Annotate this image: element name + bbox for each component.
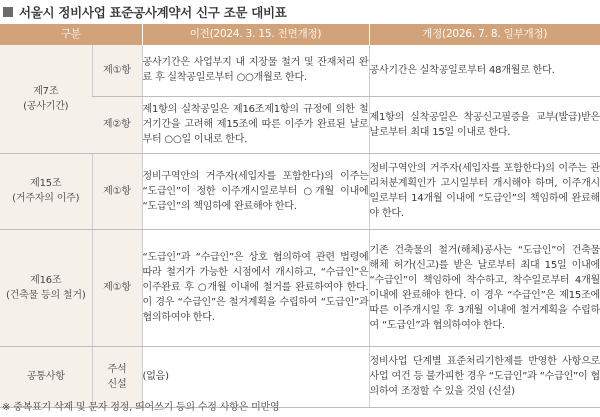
table-header-row	[0, 24, 600, 45]
old-text-cell: 제1항의 실착공일은 제16조제1항의 규정에 의한 철거기간을 고려해 제15조에 따른 이주가 완료된 날로부터 ○○일 이내로 한다.	[142, 96, 369, 153]
table-row	[0, 153, 600, 229]
new-text-cell: 정비구역안의 거주자(세입자를 포함한다)의 이주는 관리처분계획인가 고시일부터 개시해야 하며, 이주개시일로부터 14개월 이내에 “도급인”의 책임하에 완료해야 한다.	[369, 153, 600, 229]
clause-cell: 제①항	[92, 153, 142, 229]
comparison-table	[0, 24, 600, 408]
page-title: 서울시 정비사업 표준공사계약서 신구 조문 대비표	[19, 5, 287, 20]
old-text-cell: 공사기간은 사업부지 내 지장물 철거 및 잔재처리 완료 후 실착공일로부터 ○○개월로 한다.	[142, 45, 369, 96]
article-cell	[0, 153, 92, 229]
footnote: ※ 중복표기 삭제 및 문자 정정, 띄어쓰기 등의 수정 사항은 미반영	[2, 402, 280, 413]
new-text-cell: 제1항의 실착공일은 착공신고필증을 교부(발급)받은 날로부터 최대 15일 이내로 한다.	[369, 96, 600, 153]
new-text-cell: 정비사업 단계별 표준처리기한제를 반영한 사항으로 사업 여건 등 불가피한 경우 “도급인”과 “수급인”이 협의하여 조정할 수 있을 것임 (신설)	[369, 346, 600, 407]
title-bullet-icon	[3, 7, 13, 17]
article-cell	[0, 45, 92, 153]
clause-cell: 제②항	[92, 96, 142, 153]
clause-cell: 제①항	[92, 45, 142, 96]
table-row	[0, 229, 600, 346]
old-text-cell: “도급인”과 “수급인”은 상호 협의하여 관련 법령에 따라 철거가 가능한 시점에서 개시하고, “수급인”은 이주완료 후 ○개월 이내에 철거를 완료하여야 한다. 이 경우 “수급인”은 철거계획을 수립하여 “도급인”과 협의하여야 한다.	[142, 229, 369, 346]
clause-label: 주석 신설	[107, 363, 127, 390]
header-category: 구분	[0, 24, 142, 45]
new-text-cell: 공사기간은 실착공일로부터 48개월로 한다.	[369, 45, 600, 96]
header-new: 개정(2026. 7. 8. 일부개정)	[369, 24, 600, 45]
title-bar	[0, 0, 600, 24]
article-label: 제16조 (건축물 등의 철거)	[5, 274, 86, 301]
old-text-cell: 정비구역안의 거주자(세입자를 포함한다)의 이주는 “도급인”이 정한 이주개시일로부터 ○개월 이내에 “도급인”의 책임하에 완료해야 한다.	[142, 153, 369, 229]
old-text-cell: (없음)	[142, 346, 369, 407]
article-cell	[0, 229, 92, 346]
table-row	[0, 45, 600, 96]
article-label: 제7조 (공사기간)	[23, 85, 69, 112]
clause-cell: 제①항	[92, 229, 142, 346]
header-old: 이전(2024. 3. 15. 전면개정)	[142, 24, 369, 45]
new-text-cell: 기존 건축물의 철거(해체)공사는 “도급인”이 건축물 해체 허가(신고)를 받은 날로부터 최대 15일 이내에 “수급인”이 책임하에 착수하고, 착수일로부터 4개월 이내에 완료해야 한다. 이 경우 “수급인”은 제15조에 따른 이주개시일 후 3개월 이내에 철거계획을 수립하여 “도급인”과 협의하여야 한다.	[369, 229, 600, 346]
article-label: 공통사항	[26, 371, 65, 382]
article-label: 제15조 (거주자의 이주)	[12, 178, 80, 204]
